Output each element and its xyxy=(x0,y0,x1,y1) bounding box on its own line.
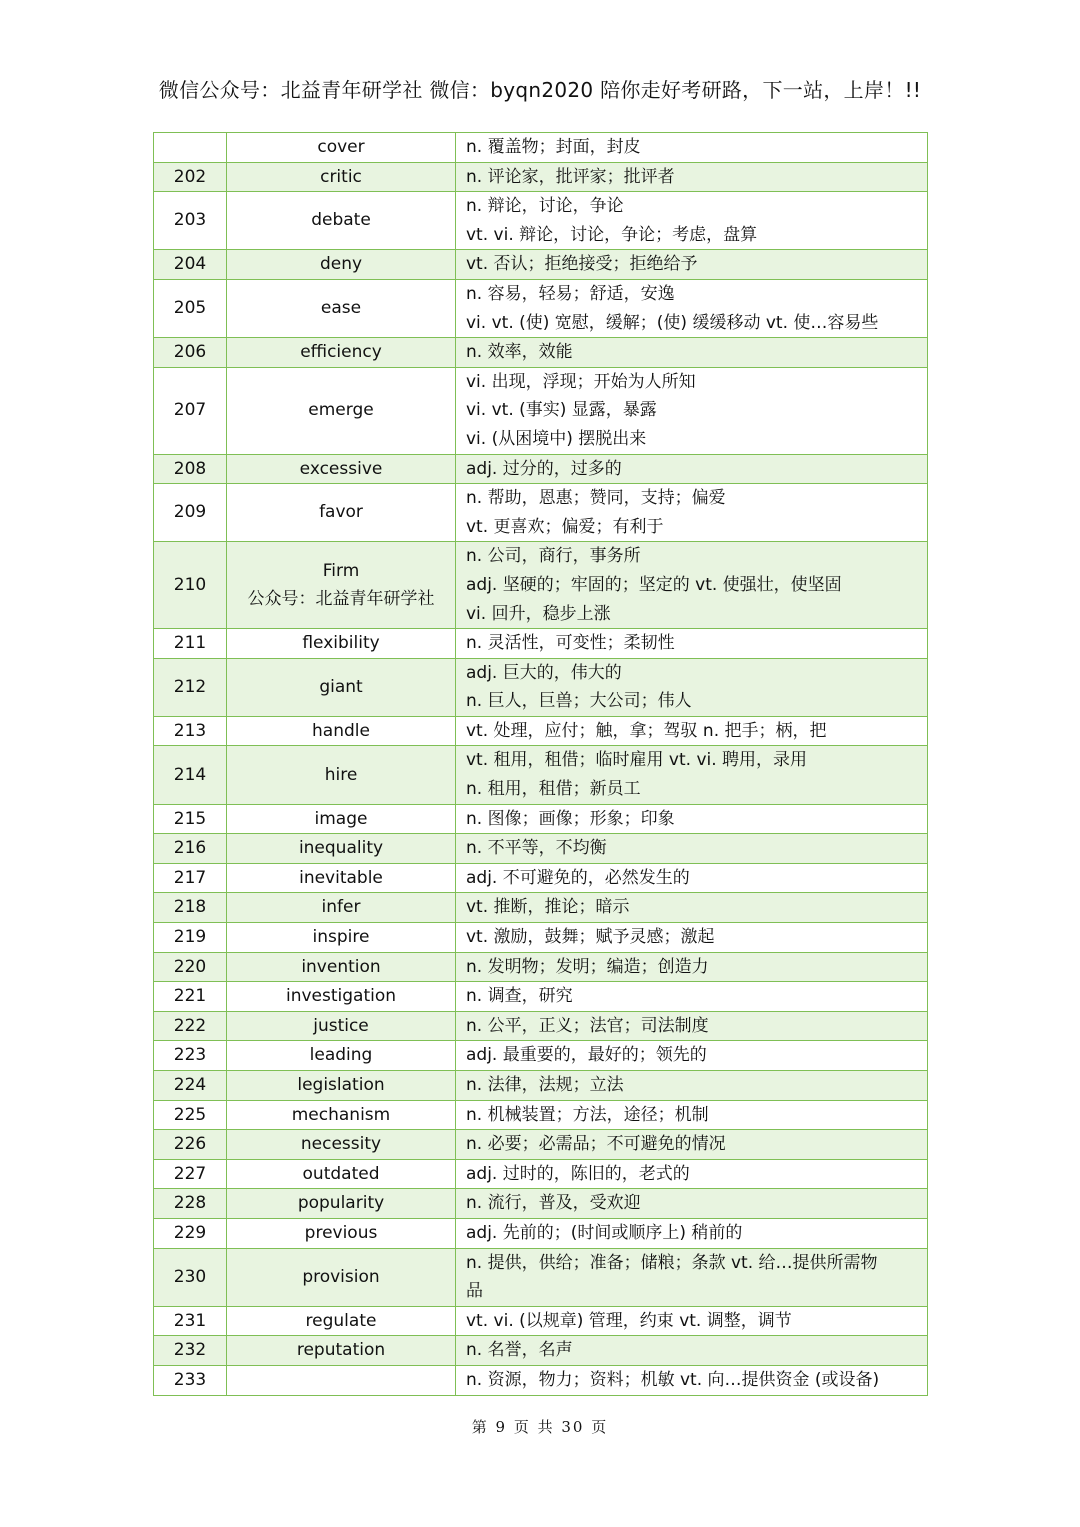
table-row xyxy=(154,952,928,982)
entry-word: invention xyxy=(227,952,456,982)
entry-number: 233 xyxy=(154,1365,227,1395)
entry-definition xyxy=(456,746,928,804)
entry-number: 215 xyxy=(154,804,227,834)
table-row xyxy=(154,338,928,368)
table-row xyxy=(154,484,928,542)
definition-line: vt. 租用，租借；临时雇用 vt. vi. 聘用，录用 xyxy=(466,750,808,771)
definition-line: vi. vt. (使) 宽慰，缓解；(使) 缓缓移动 vt. 使…容易些 xyxy=(466,312,879,333)
page-footer: 第 9 页 共 30 页 xyxy=(471,1418,609,1436)
entry-definition xyxy=(456,1248,928,1306)
entry-number: 232 xyxy=(154,1336,227,1366)
entry-word: debate xyxy=(227,192,456,250)
entry-number: 225 xyxy=(154,1100,227,1130)
definition-line: adj. 坚硬的；牢固的；坚定的 vt. 使强壮，使坚固 xyxy=(466,574,842,595)
entry-number: 220 xyxy=(154,952,227,982)
definition-line: n. 辩论，讨论，争论 xyxy=(466,196,624,217)
entry-word: efficiency xyxy=(227,338,456,368)
definition-line: adj. 先前的；(时间或顺序上) 稍前的 xyxy=(466,1222,743,1243)
entry-definition xyxy=(456,952,928,982)
entry-number: 214 xyxy=(154,746,227,804)
table-row xyxy=(154,1365,928,1395)
definition-line: vi. 回升，稳步上涨 xyxy=(466,603,611,624)
entry-definition xyxy=(456,1011,928,1041)
entry-definition xyxy=(456,484,928,542)
entry-number: 222 xyxy=(154,1011,227,1041)
entry-number: 227 xyxy=(154,1159,227,1189)
entry-number: 219 xyxy=(154,923,227,953)
entry-definition xyxy=(456,1100,928,1130)
entry-number: 209 xyxy=(154,484,227,542)
definition-line: adj. 过分的，过多的 xyxy=(466,458,622,479)
entry-definition xyxy=(456,1130,928,1160)
entry-number: 226 xyxy=(154,1130,227,1160)
entry-word: reputation xyxy=(227,1336,456,1366)
table-row xyxy=(154,1041,928,1071)
entry-word: legislation xyxy=(227,1071,456,1101)
definition-line: vt. 推断，推论；暗示 xyxy=(466,897,630,918)
entry-definition xyxy=(456,982,928,1012)
definition-line: adj. 巨大的，伟大的 xyxy=(466,662,622,683)
entry-definition xyxy=(456,716,928,746)
entry-word: emerge xyxy=(227,367,456,454)
entry-word: infer xyxy=(227,893,456,923)
entry-definition xyxy=(456,804,928,834)
definition-line: adj. 最重要的，最好的；领先的 xyxy=(466,1045,707,1066)
entry-number: 206 xyxy=(154,338,227,368)
page-header: 微信公众号：北益青年研学社 微信：byqn2020 陪你走好考研路，下一站，上岸！!! xyxy=(158,78,922,102)
entry-number: 208 xyxy=(154,454,227,484)
table-row xyxy=(154,923,928,953)
entry-word xyxy=(227,542,456,629)
entry-number: 207 xyxy=(154,367,227,454)
definition-line: n. 资源，物力；资料；机敏 vt. 向…提供资金 (或设备) xyxy=(466,1369,880,1390)
entry-definition xyxy=(456,279,928,337)
entry-word: deny xyxy=(227,250,456,280)
table-row xyxy=(154,192,928,250)
definition-line: n. 效率，效能 xyxy=(466,342,573,363)
definition-line: n. 提供，供给；准备；储粮；条款 vt. 给…提供所需物 xyxy=(466,1252,878,1273)
entry-watermark-text: 公众号：北益青年研学社 xyxy=(247,589,435,610)
definition-line: vt. 激励，鼓舞；赋予灵感；激起 xyxy=(466,927,715,948)
table-row xyxy=(154,1336,928,1366)
definition-line: n. 法律，法规；立法 xyxy=(466,1075,624,1095)
table-row xyxy=(154,893,928,923)
entry-word: favor xyxy=(227,484,456,542)
entry-definition xyxy=(456,1218,928,1248)
table-row xyxy=(154,863,928,893)
definition-line: n. 评论家，批评家；批评者 xyxy=(466,166,675,187)
definition-line: n. 图像；画像；形象；印象 xyxy=(466,808,675,829)
entry-definition xyxy=(456,834,928,864)
table-row xyxy=(154,250,928,280)
entry-definition xyxy=(456,629,928,659)
definition-line: n. 巨人，巨兽；大公司；伟人 xyxy=(466,691,692,712)
entry-word: necessity xyxy=(227,1130,456,1160)
vocabulary-table-body xyxy=(154,133,928,1396)
definition-line: vi. (从困境中) 摆脱出来 xyxy=(466,428,647,449)
vocabulary-table xyxy=(153,132,928,1396)
entry-word: handle xyxy=(227,716,456,746)
entry-number: 218 xyxy=(154,893,227,923)
definition-line: n. 发明物；发明；编造；创造力 xyxy=(466,956,709,977)
entry-number xyxy=(154,133,227,163)
entry-number: 202 xyxy=(154,162,227,192)
definition-line: n. 机械装置；方法，途径；机制 xyxy=(466,1104,709,1125)
table-row xyxy=(154,629,928,659)
table-row xyxy=(154,804,928,834)
definition-line: vi. vt. (事实) 显露，暴露 xyxy=(466,400,657,421)
table-row xyxy=(154,1189,928,1219)
entry-word: investigation xyxy=(227,982,456,1012)
entry-number: 228 xyxy=(154,1189,227,1219)
table-row xyxy=(154,542,928,629)
table-row xyxy=(154,367,928,454)
entry-number: 224 xyxy=(154,1071,227,1101)
entry-definition xyxy=(456,863,928,893)
entry-number: 205 xyxy=(154,279,227,337)
definition-line: n. 租用，租借；新员工 xyxy=(466,779,641,800)
definition-line: vi. 出现，浮现；开始为人所知 xyxy=(466,371,696,392)
definition-line: 品 xyxy=(466,1281,483,1302)
table-row xyxy=(154,133,928,163)
vocabulary-table-container xyxy=(153,132,928,1396)
entry-word xyxy=(227,1365,456,1395)
entry-number: 212 xyxy=(154,658,227,716)
definition-line: vt. 更喜欢；偏爱；有利于 xyxy=(466,516,664,537)
definition-line: n. 覆盖物；封面，封皮 xyxy=(466,137,641,157)
entry-word: previous xyxy=(227,1218,456,1248)
definition-line: n. 名誉，名声 xyxy=(466,1340,573,1361)
entry-word: outdated xyxy=(227,1159,456,1189)
entry-definition xyxy=(456,367,928,454)
entry-definition xyxy=(456,1189,928,1219)
entry-word: image xyxy=(227,804,456,834)
table-row xyxy=(154,162,928,192)
entry-number: 217 xyxy=(154,863,227,893)
table-row xyxy=(154,1306,928,1336)
entry-number: 230 xyxy=(154,1248,227,1306)
definition-line: n. 流行，普及，受欢迎 xyxy=(466,1193,641,1214)
table-row xyxy=(154,834,928,864)
entry-definition xyxy=(456,658,928,716)
table-row xyxy=(154,454,928,484)
entry-word: hire xyxy=(227,746,456,804)
entry-number: 221 xyxy=(154,982,227,1012)
entry-definition xyxy=(456,1365,928,1395)
definition-line: n. 帮助，恩惠；赞同，支持；偏爱 xyxy=(466,488,726,509)
table-row xyxy=(154,1071,928,1101)
entry-number: 216 xyxy=(154,834,227,864)
entry-word: ease xyxy=(227,279,456,337)
entry-word: flexibility xyxy=(227,629,456,659)
entry-word: inevitable xyxy=(227,863,456,893)
entry-number: 213 xyxy=(154,716,227,746)
table-row xyxy=(154,716,928,746)
entry-word-text: Firm xyxy=(322,560,360,581)
definition-line: vt. 处理，应付；触，拿；驾驭 n. 把手；柄，把 xyxy=(466,720,827,741)
entry-definition xyxy=(456,923,928,953)
entry-definition xyxy=(456,893,928,923)
table-row xyxy=(154,1011,928,1041)
table-row xyxy=(154,1159,928,1189)
definition-line: n. 公平，正义；法官；司法制度 xyxy=(466,1015,709,1036)
table-row xyxy=(154,982,928,1012)
entry-word: popularity xyxy=(227,1189,456,1219)
definition-line: adj. 过时的，陈旧的，老式的 xyxy=(466,1163,690,1184)
entry-definition xyxy=(456,542,928,629)
entry-number: 210 xyxy=(154,542,227,629)
entry-definition xyxy=(456,1336,928,1366)
entry-word: cover xyxy=(227,133,456,163)
entry-definition xyxy=(456,1306,928,1336)
entry-word: inspire xyxy=(227,923,456,953)
entry-word: mechanism xyxy=(227,1100,456,1130)
entry-word: provision xyxy=(227,1248,456,1306)
entry-definition xyxy=(456,133,928,163)
definition-line: adj. 不可避免的，必然发生的 xyxy=(466,867,690,888)
entry-word: justice xyxy=(227,1011,456,1041)
entry-number: 229 xyxy=(154,1218,227,1248)
entry-definition xyxy=(456,162,928,192)
definition-line: n. 灵活性，可变性；柔韧性 xyxy=(466,633,675,654)
entry-number: 231 xyxy=(154,1306,227,1336)
entry-number: 211 xyxy=(154,629,227,659)
entry-word: giant xyxy=(227,658,456,716)
table-row xyxy=(154,1130,928,1160)
entry-word: critic xyxy=(227,162,456,192)
definition-line: vt. 否认；拒绝接受；拒绝给予 xyxy=(466,254,698,275)
table-row xyxy=(154,1100,928,1130)
table-row xyxy=(154,1218,928,1248)
entry-word: regulate xyxy=(227,1306,456,1336)
entry-definition xyxy=(456,250,928,280)
table-row xyxy=(154,1248,928,1306)
table-row xyxy=(154,658,928,716)
definition-line: n. 调查，研究 xyxy=(466,986,573,1007)
table-row xyxy=(154,279,928,337)
entry-definition xyxy=(456,1041,928,1071)
entry-word: inequality xyxy=(227,834,456,864)
definition-line: vt. vi. (以规章) 管理，约束 vt. 调整，调节 xyxy=(466,1310,792,1331)
entry-definition xyxy=(456,1071,928,1101)
definition-line: vt. vi. 辩论，讨论，争论；考虑，盘算 xyxy=(466,224,758,245)
entry-definition xyxy=(456,338,928,368)
entry-number: 204 xyxy=(154,250,227,280)
definition-line: n. 容易，轻易；舒适，安逸 xyxy=(466,283,675,304)
definition-line: n. 公司，商行，事务所 xyxy=(466,546,641,567)
entry-number: 203 xyxy=(154,192,227,250)
entry-definition xyxy=(456,1159,928,1189)
definition-line: n. 必要；必需品；不可避免的情况 xyxy=(466,1134,726,1155)
entry-definition xyxy=(456,454,928,484)
definition-line: n. 不平等，不均衡 xyxy=(466,838,607,859)
entry-definition xyxy=(456,192,928,250)
entry-word: excessive xyxy=(227,454,456,484)
entry-number: 223 xyxy=(154,1041,227,1071)
entry-word: leading xyxy=(227,1041,456,1071)
table-row xyxy=(154,746,928,804)
